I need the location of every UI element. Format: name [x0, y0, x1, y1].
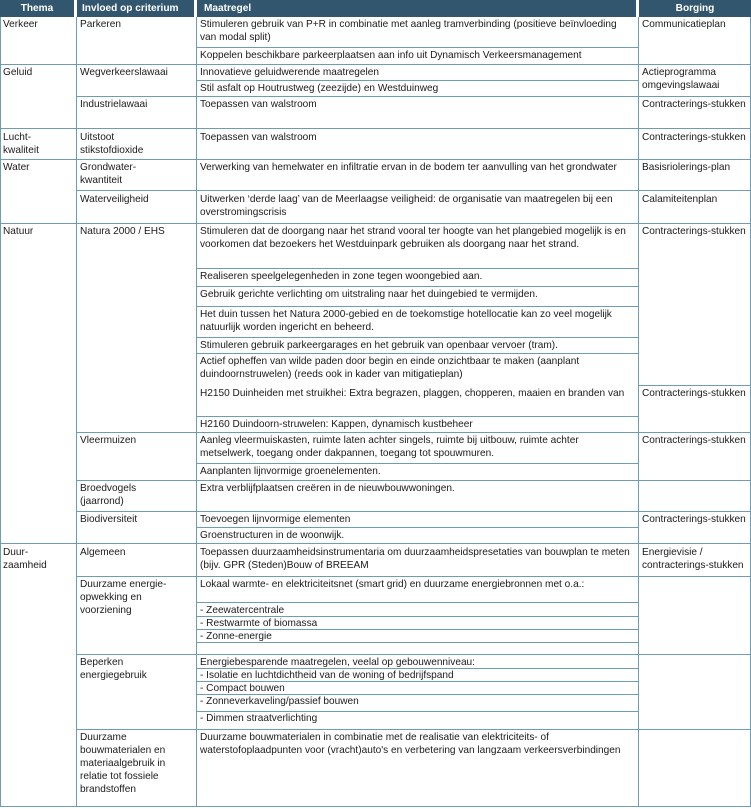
- thema-cell: Water: [3, 162, 30, 173]
- maatregel-cell: Toepassen duurzaamheidsinstrumentaria om duurzaamheidspresetaties van bouwplan te meten (bijv. GPR (Steden)Bouw of BREEAM: [200, 547, 630, 571]
- borging-cell: Energievisie / contracterings-stukken: [642, 547, 744, 571]
- borging-cell: Contracterings-stukken: [642, 132, 746, 143]
- thema-cell: Lucht-kwaliteit: [3, 132, 39, 156]
- thema-cell: Verkeer: [3, 19, 38, 30]
- maatregel-cell: H2150 Duinheiden met struikhei: Extra begrazen, plaggen, chopperen, maaien en branden van: [200, 388, 625, 399]
- maatregel-cell: Energiebesparende maatregelen, veelal op gebouwenniveau:: [200, 657, 475, 668]
- borging-cell: Calamiteitenplan: [642, 194, 718, 205]
- grid-line: [77, 190, 751, 191]
- invloed-cell: Wegverkeerslawaai: [80, 67, 168, 78]
- thema-cell: Duur-zaamheid: [3, 547, 47, 571]
- grid-line: [0, 806, 751, 807]
- header-thema: Thema: [0, 0, 74, 17]
- maatregel-cell: Stimuleren gebruik van P+R in combinatie met aanleg tramverbinding (positieve beïnvloeding van modal split): [200, 19, 617, 43]
- maatregel-cell: Duurzame bouwmaterialen in combinatie met de realisatie van elektriciteits- of waterstofoplaadpunten voor (vracht)auto's en verbetering van langzaam verkeersverbindingen: [200, 732, 621, 756]
- maatregel-cell: Het duin tussen het Natura 2000-gebied en de toekomstige hotellocatie kan zo veel mogelijk natuurlijk worden ingericht en beheerd.: [200, 309, 612, 333]
- borging-cell: Contracterings-stukken: [642, 514, 746, 525]
- maatregel-cell: - Isolatie en luchtdichtheid van de woning of bedrijfspand: [200, 670, 454, 681]
- invloed-cell: Beperken energiegebruik: [80, 657, 147, 681]
- maatregel-cell: - Restwarmte of biomassa: [200, 618, 318, 629]
- thema-cell: Natuur: [3, 226, 34, 237]
- invloed-cell: Industrielawaai: [80, 99, 148, 110]
- maatregel-cell: - Compact bouwen: [200, 683, 285, 694]
- maatregel-cell: Koppelen beschikbare parkeerplaatsen aan info uit Dynamisch Verkeersmanagement: [200, 50, 582, 61]
- borging-cell: Basisriolerings-plan: [642, 162, 731, 173]
- borging-cell: Actieprogramma omgevingslawaai: [642, 67, 720, 91]
- invloed-cell: Duurzame energie-opwekking en voorziening: [80, 579, 167, 616]
- invloed-cell: Vleermuizen: [80, 435, 137, 446]
- maatregel-cell: Extra verblijfplaatsen creëren in de nieuwbouwwoningen.: [200, 483, 455, 494]
- maatregel-cell: Aanleg vleermuiskasten, ruimte laten achter singels, ruimte bij uitbouw, ruimte achter metselwerk, toegang onder dakpannen, toegang tot spouwmuren.: [200, 435, 579, 459]
- maatregel-cell: H2160 Duindoorn-struwelen: Kappen, dynamisch kustbeheer: [200, 419, 473, 430]
- maatregel-cell: Uitwerken ‘derde laag’ van de Meerlaagse veiligheid: de organisatie van maatregelen bij een overstromingscrisis: [200, 194, 613, 218]
- maatregel-cell: Groenstructuren in de woonwijk.: [200, 530, 345, 541]
- invloed-cell: Algemeen: [80, 547, 126, 558]
- maatregel-cell: Stil asfalt op Houtrustweg (zeezijde) en Westduinweg: [200, 83, 439, 94]
- maatregel-cell: Stimuleren gebruik parkeergarages en het gebruik van openbaar vervoer (tram).: [200, 340, 558, 351]
- maatregel-cell: Realiseren speelgelegenheden in zone tegen woongebied aan.: [200, 271, 483, 282]
- invloed-cell: Grondwater-kwantiteit: [80, 162, 137, 186]
- borging-cell: Contracterings-stukken: [642, 435, 746, 446]
- maatregel-cell: - Zonneverkaveling/passief bouwen: [200, 696, 359, 707]
- invloed-cell: Natura 2000 / EHS: [80, 226, 165, 237]
- maatregel-cell: Lokaal warmte- en elektriciteitsnet (smart grid) en duurzame energiebronnen met o.a.:: [200, 579, 585, 590]
- header-maatregel: Maatregel: [197, 0, 636, 17]
- maatregel-cell: - Dimmen straatverlichting: [200, 713, 318, 724]
- borging-cell: Communicatieplan: [642, 19, 726, 30]
- thema-cell: Geluid: [3, 67, 33, 78]
- invloed-cell: Broedvogels (jaarrond): [80, 483, 137, 507]
- maatregel-cell: Innovatieve geluidwerende maatregelen: [200, 67, 380, 78]
- header-invloed: Invloed op criterium: [77, 0, 194, 17]
- maatregel-cell: Aanplanten lijnvormige groenelementen.: [200, 466, 381, 477]
- maatregel-cell: Toepassen van walstroom: [200, 132, 317, 143]
- maatregel-cell: Toevoegen lijnvormige elementen: [200, 514, 351, 525]
- maatregel-cell: - Zeewatercentrale: [200, 605, 285, 616]
- maatregel-cell: - Zonne-energie: [200, 631, 272, 642]
- maatregel-cell: Toepassen van walstroom: [200, 99, 317, 110]
- borging-cell: Contracterings-stukken: [642, 388, 746, 399]
- borging-cell: Contracterings-stukken: [642, 99, 746, 110]
- borging-cell: Contracterings-stukken: [642, 226, 746, 237]
- header-borging: Borging: [639, 0, 751, 17]
- invloed-cell: Waterveiligheid: [80, 194, 149, 205]
- invloed-cell: Uitstoot stikstofdioxide: [80, 132, 144, 156]
- maatregel-cell: Verwerking van hemelwater en infiltratie ervan in de bodem ter aanvulling van het grondwater: [200, 162, 617, 173]
- maatregel-cell: Gebruik gerichte verlichting om uitstraling naar het duingebied te vermijden.: [200, 289, 538, 300]
- invloed-cell: Duurzame bouwmaterialen en materiaalgebruik in relatie tot fossiele brandstoffen: [80, 732, 166, 795]
- invloed-cell: Parkeren: [80, 19, 121, 30]
- maatregel-cell: Actief opheffen van wilde paden door begin en einde onzichtbaar te maken (aanplant duindoornstruwelen) (reeds ook in kader van mitigatieplan): [200, 356, 580, 380]
- maatregel-cell: Stimuleren dat de doorgang naar het strand vooral ter hoogte van het plangebied mogelijk is en voorkomen dat bezoekers het Westduinpark gebruiken als doorgang naar het strand.: [200, 226, 626, 250]
- invloed-cell: Biodiversiteit: [80, 514, 138, 525]
